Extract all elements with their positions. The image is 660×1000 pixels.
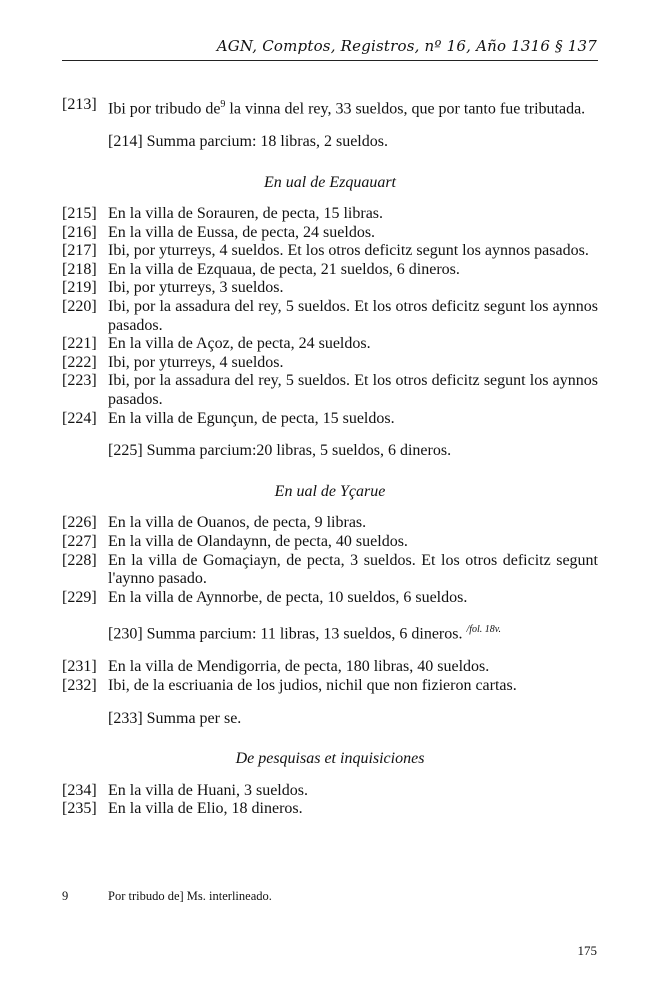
- entry: [62, 261, 598, 280]
- entry-text: En la villa de Egunçun, de pecta, 15 sueldos.: [108, 409, 395, 427]
- entry-list: [62, 514, 598, 607]
- entry-number: [218]: [62, 260, 97, 278]
- entry: [62, 800, 598, 819]
- entry-number: [219]: [62, 279, 97, 297]
- entry-text: En la villa de Sorauren, de pecta, 15 libras.: [108, 205, 384, 223]
- entry: [62, 205, 598, 224]
- entry-list: [62, 782, 598, 819]
- header-rule: [62, 60, 598, 61]
- summa-line: [225] Summa parcium:20 libras, 5 sueldos, 6 dineros.: [108, 442, 452, 460]
- entry: [62, 677, 598, 696]
- entry-text: Ibi, de la escriuania de los judios, nichil que non fizieron cartas.: [108, 676, 517, 694]
- entry-text: En la villa de Elio, 18 dineros.: [108, 800, 303, 818]
- entry-text: En la villa de Açoz, de pecta, 24 sueldos.: [108, 335, 371, 353]
- entry-number: [227]: [62, 533, 97, 551]
- entry-number: [223]: [62, 372, 97, 390]
- section-heading: En ual de Ezquauart: [264, 173, 396, 191]
- entry-number: [228]: [62, 551, 97, 569]
- entry-text: En la villa de Aynnorbe, de pecta, 10 sueldos, 6 sueldos.: [108, 588, 468, 606]
- entry-text: En la villa de Ouanos, de pecta, 9 libras.: [108, 514, 367, 532]
- entry-text: En la villa de Eussa, de pecta, 24 sueldos.: [108, 223, 376, 241]
- entry-number: [224]: [62, 409, 97, 427]
- entry: [62, 514, 598, 533]
- footnote-number: 9: [62, 889, 69, 903]
- section-heading: De pesquisas et inquisiciones: [235, 750, 425, 768]
- entry-number: [221]: [62, 335, 97, 353]
- entry-number: [234]: [62, 781, 97, 799]
- entry-number: [215]: [62, 205, 97, 223]
- summa-line: [214] Summa parcium: 18 libras, 2 sueldos.: [108, 132, 388, 150]
- entry: [62, 782, 598, 801]
- entry-text: Ibi, por la assadura del rey, 5 sueldos. Et los otros deficitz segunt los aynnos pasados.: [108, 298, 598, 334]
- entry-text: Ibi, por la assadura del rey, 5 sueldos. Et los otros deficitz segunt los aynnos pasados.: [108, 372, 598, 409]
- entry: [62, 96, 598, 119]
- entry-text: Ibi, por yturreys, 3 sueldos.: [108, 279, 284, 297]
- entry: [62, 658, 598, 677]
- entry-number: [216]: [62, 223, 97, 241]
- running-header: AGN, Comptos, Registros, nº 16, Año 1316 § 137: [216, 37, 597, 55]
- summa-line: [230] Summa parcium: 11 libras, 13 sueldos, 6 dineros. $^{/fol. 18v.}$: [108, 624, 501, 643]
- entry-text: En la villa de Huani, 3 sueldos.: [108, 781, 308, 799]
- entry-number: [222]: [62, 353, 97, 371]
- entry: [62, 354, 598, 373]
- summa-line: [233] Summa per se.: [108, 709, 242, 727]
- entry-number: [235]: [62, 800, 97, 818]
- entry-number: [217]: [62, 242, 97, 260]
- footnote-text: Por tribudo de] Ms. interlineado.: [108, 889, 272, 903]
- entry: [62, 242, 598, 261]
- entry: [62, 279, 598, 298]
- entry: [62, 533, 598, 552]
- footnote: [62, 889, 272, 904]
- entry: [62, 589, 598, 608]
- folio-mark: /fol. 18v.: [466, 624, 501, 636]
- entry-number: [220]: [62, 298, 97, 316]
- entry-number: [226]: [62, 514, 97, 532]
- main-text: [62, 96, 598, 819]
- entry-number: [231]: [62, 658, 97, 676]
- entry-number: [232]: [62, 676, 97, 694]
- entry: [62, 335, 598, 354]
- entry: [62, 410, 598, 429]
- entry: [62, 224, 598, 243]
- entry-list: [62, 205, 598, 428]
- entry-text: En la villa de Ezquaua, de pecta, 21 sueldos, 6 dineros.: [108, 260, 460, 278]
- entry: [62, 298, 598, 335]
- entry-list: [62, 658, 598, 695]
- entry: [62, 552, 598, 589]
- entry-text: En la villa de Gomaçiayn, de pecta, 3 sueldos. Et los otros deficitz segunt l'aynno pasado.: [108, 551, 598, 588]
- entry-number: [213]: [62, 96, 97, 113]
- footnote-ref: 9: [220, 99, 226, 110]
- entry-number: [229]: [62, 588, 97, 606]
- page-number: 175: [577, 943, 597, 958]
- entry-text: En la villa de Olandaynn, de pecta, 40 sueldos.: [108, 533, 408, 551]
- entry-text: Ibi, por yturreys, 4 sueldos. Et los otros deficitz segunt los aynnos pasados.: [108, 242, 589, 260]
- section-heading: En ual de Yçarue: [274, 482, 386, 500]
- entry-text: Ibi, por yturreys, 4 sueldos.: [108, 353, 284, 371]
- entry: [62, 372, 598, 409]
- entry-text: Ibi por tribudo $de^9$ la vinna del rey, 33 sueldos, que por tanto fue tributada.: [108, 99, 586, 118]
- entry-text: En la villa de Mendigorria, de pecta, 180 libras, 40 sueldos.: [108, 658, 490, 676]
